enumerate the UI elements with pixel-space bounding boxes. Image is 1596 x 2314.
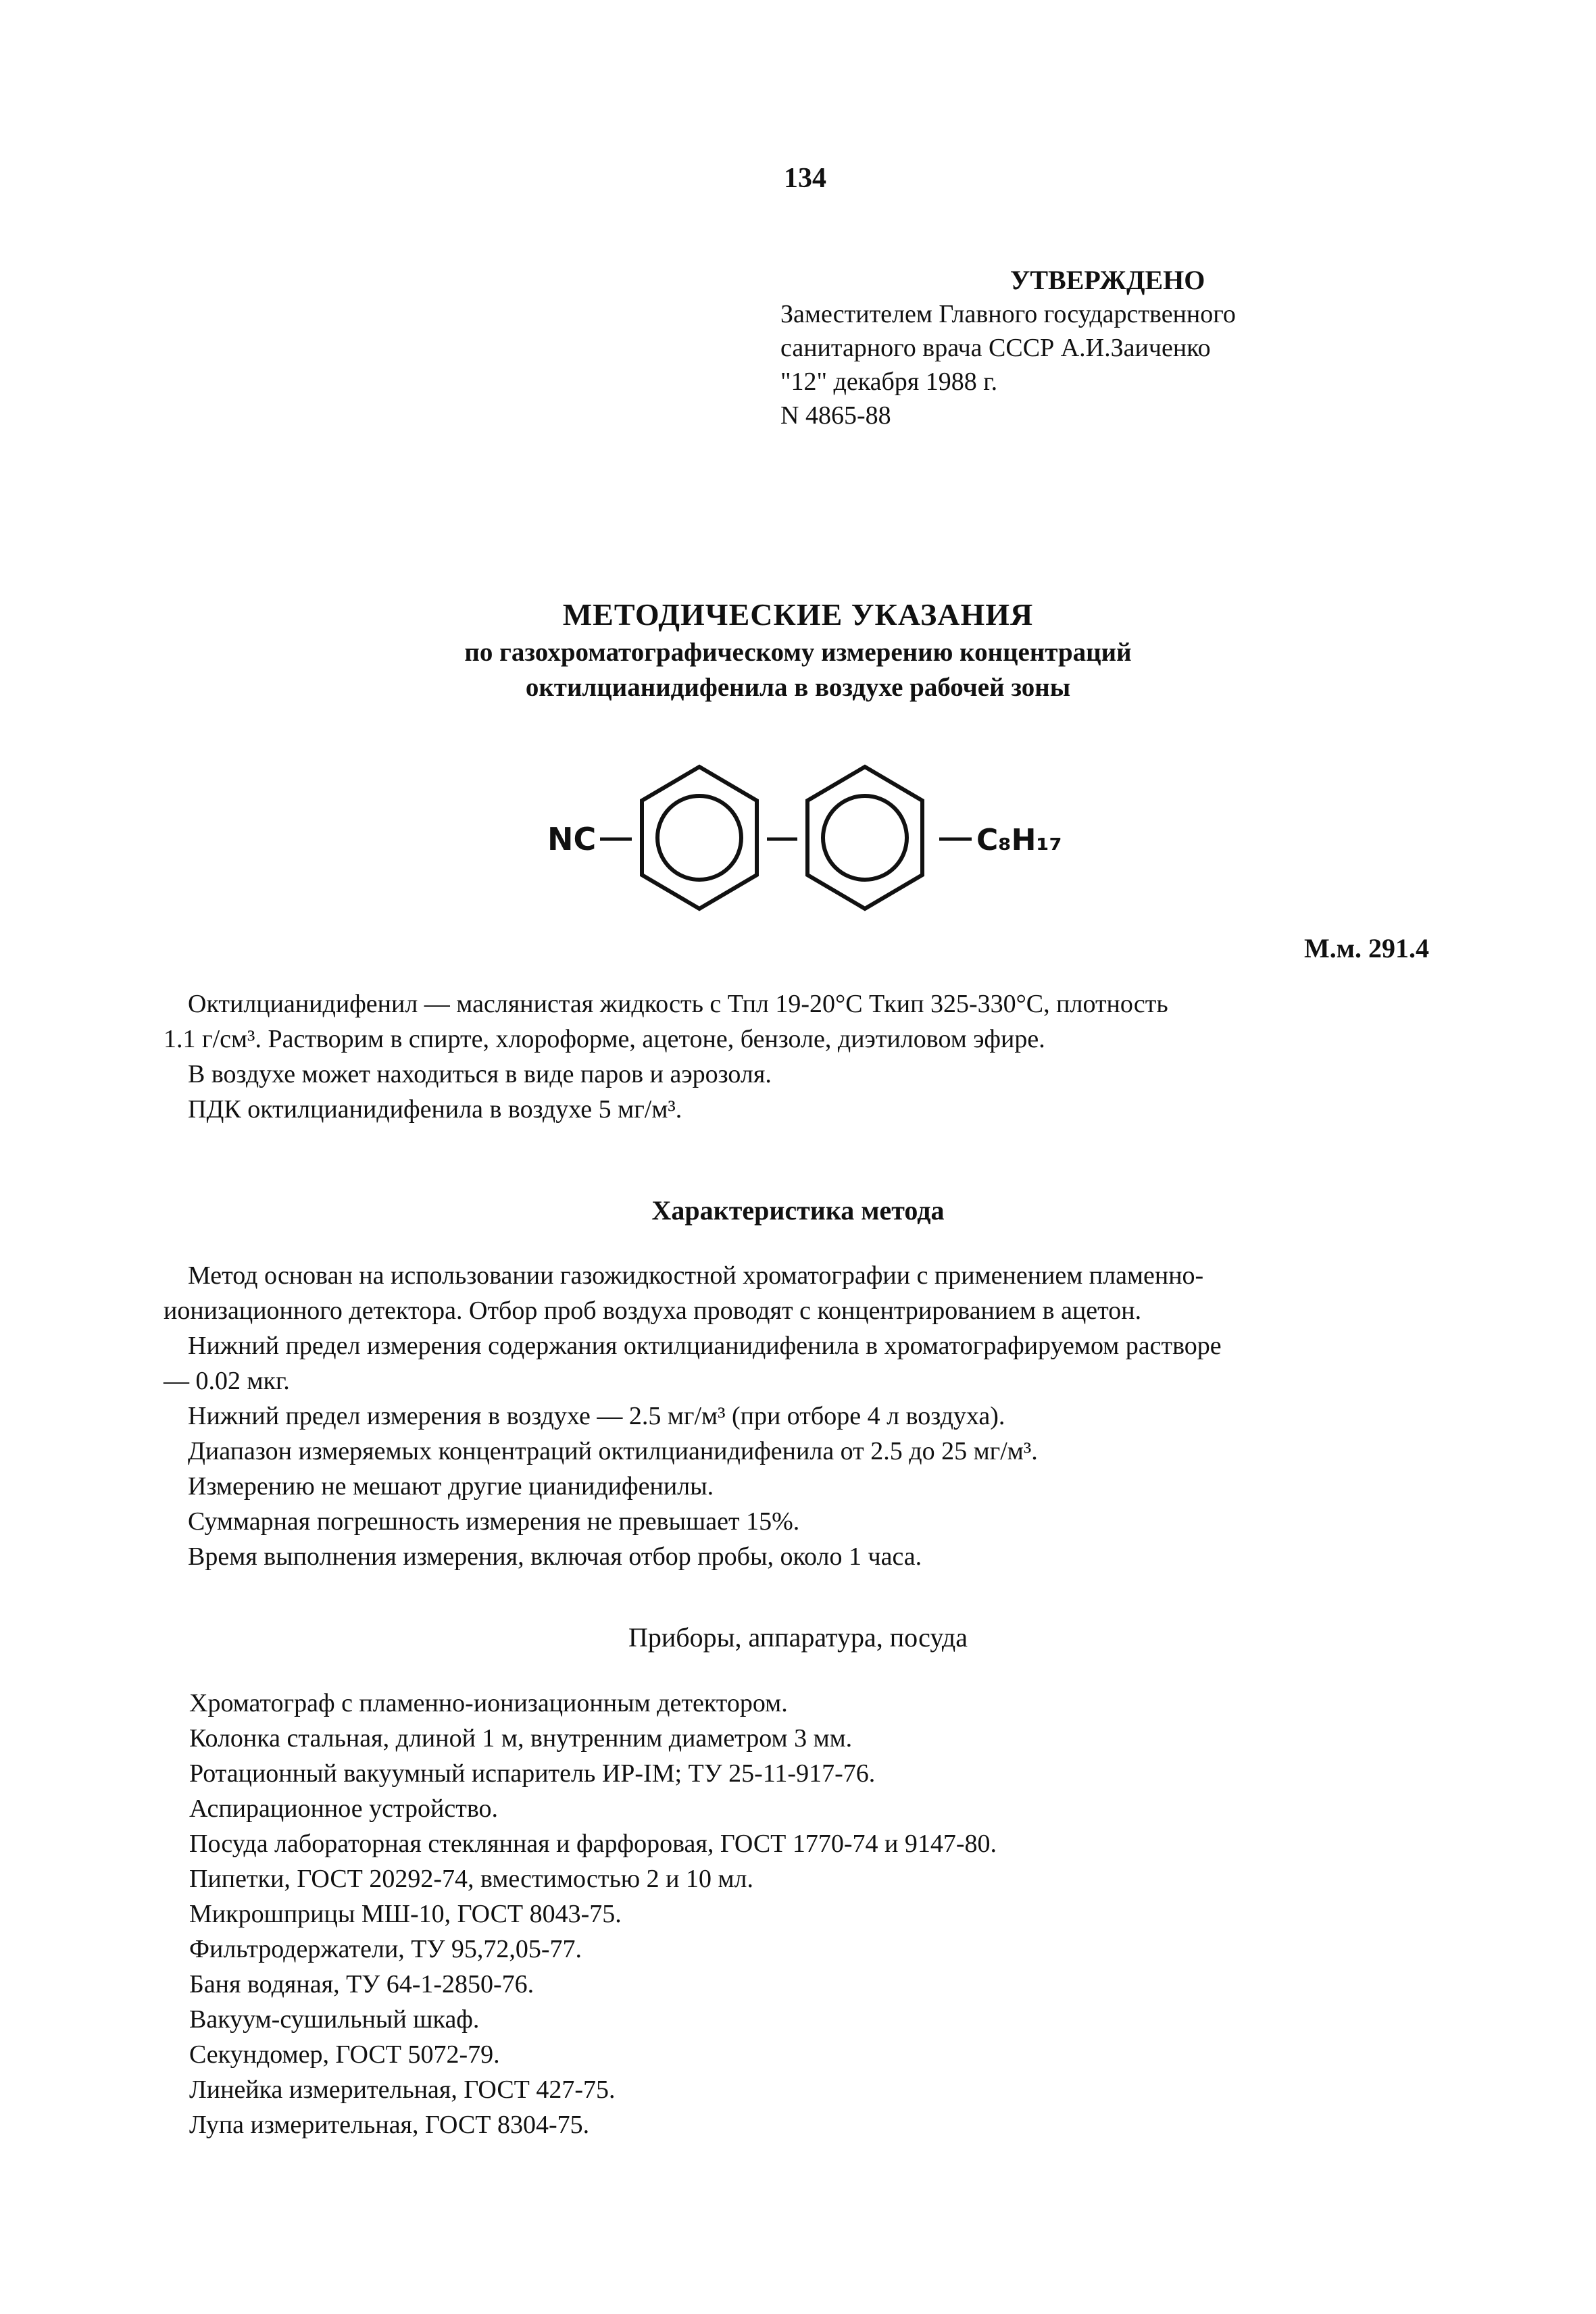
title-main: МЕТОДИЧЕСКИЕ УКАЗАНИЯ <box>562 597 1034 632</box>
method-line: Суммарная погрешность измерения не превышает 15%. <box>188 1507 800 1536</box>
aromatic-circle-1 <box>657 796 741 880</box>
formula-left-group: NC <box>547 821 597 857</box>
section-title-instruments: Приборы, аппаратура, посуда <box>628 1622 968 1653</box>
properties-paragraph <box>164 986 1460 1127</box>
approval-line: Заместителем Главного государственного <box>780 300 1236 328</box>
list-item: Хроматограф с пламенно-ионизационным детектором. <box>189 1689 788 1717</box>
properties-line: ПДК октилцианидифенила в воздухе 5 мг/м³. <box>188 1095 682 1124</box>
instruments-list <box>189 1686 997 2142</box>
list-item: Баня водяная, ТУ 64-1-2850-76. <box>189 1970 534 1998</box>
list-item: Микрошприцы МШ-10, ГОСТ 8043-75. <box>189 1900 622 1928</box>
list-item: Посуда лабораторная стеклянная и фарфоровая, ГОСТ 1770-74 и 9147-80. <box>189 1830 997 1858</box>
list-item: Вакуум-сушильный шкаф. <box>189 2005 480 2034</box>
method-line: Измерению не мешают другие цианидифенилы. <box>188 1472 714 1501</box>
approval-line: санитарного врача СССР А.И.Заиченко <box>780 334 1211 362</box>
page-number: 134 <box>784 163 826 194</box>
list-item: Секундомер, ГОСТ 5072-79. <box>189 2040 500 2069</box>
method-line: Метод основан на использовании газожидкостной хроматографии с применением пламенно- <box>188 1261 1204 1290</box>
method-line: — 0.02 мкг. <box>164 1367 290 1395</box>
approval-date: "12" декабря 1988 г. <box>780 368 998 396</box>
aromatic-circle-2 <box>823 796 907 880</box>
list-item: Аспирационное устройство. <box>189 1794 499 1823</box>
method-line: Время выполнения измерения, включая отбор пробы, около 1 часа. <box>188 1542 922 1571</box>
list-item: Ротационный вакуумный испаритель ИР-IМ; ТУ 25-11-917-76. <box>189 1759 876 1788</box>
approval-title: УТВЕРЖДЕНО <box>1010 265 1205 295</box>
list-item: Фильтродержатели, ТУ 95,72,05-77. <box>189 1935 582 1963</box>
method-line: Нижний предел измерения в воздухе — 2.5 мг/м³ (при отборе 4 л воздуха). <box>188 1402 1005 1430</box>
list-item: Лупа измерительная, ГОСТ 8304-75. <box>189 2111 590 2139</box>
molar-mass: М.м. 291.4 <box>1304 933 1429 963</box>
method-line: Нижний предел измерения содержания октилцианидифенила в хроматографируемом растворе <box>188 1332 1222 1360</box>
properties-line: В воздухе может находиться в виде паров и аэрозоля. <box>188 1060 772 1088</box>
method-line: ионизационного детектора. Отбор проб воздуха проводят с концентрированием в ацетон. <box>164 1297 1142 1325</box>
method-line: Диапазон измеряемых концентраций октилцианидифенила от 2.5 до 25 мг/м³. <box>188 1437 1038 1465</box>
properties-line: Октилцианидифенил — маслянистая жидкость с Тпл 19-20°С Ткип 325-330°С, плотность <box>188 990 1168 1018</box>
approval-number: N 4865-88 <box>780 401 891 430</box>
properties-line: 1.1 г/см³. Растворим в спирте, хлороформе, ацетоне, бензоле, диэтиловом эфире. <box>164 1025 1045 1053</box>
structural-formula <box>507 757 1115 919</box>
document-title <box>0 595 1596 705</box>
list-item: Пипетки, ГОСТ 20292-74, вместимостью 2 и 10 мл. <box>189 1865 754 1893</box>
title-sub-line-1: по газохроматографическому измерению концентраций <box>464 638 1132 667</box>
section-title-method: Характеристика метода <box>651 1195 945 1226</box>
list-item: Колонка стальная, длиной 1 м, внутренним диаметром 3 мм. <box>189 1724 853 1753</box>
method-paragraph <box>164 1258 1460 1574</box>
formula-right-group: C₈H₁₇ <box>976 823 1062 857</box>
list-item: Линейка измерительная, ГОСТ 427-75. <box>189 2076 616 2104</box>
approval-block <box>780 263 1236 432</box>
title-sub-line-2: октилцианидифенила в воздухе рабочей зоны <box>525 673 1071 702</box>
